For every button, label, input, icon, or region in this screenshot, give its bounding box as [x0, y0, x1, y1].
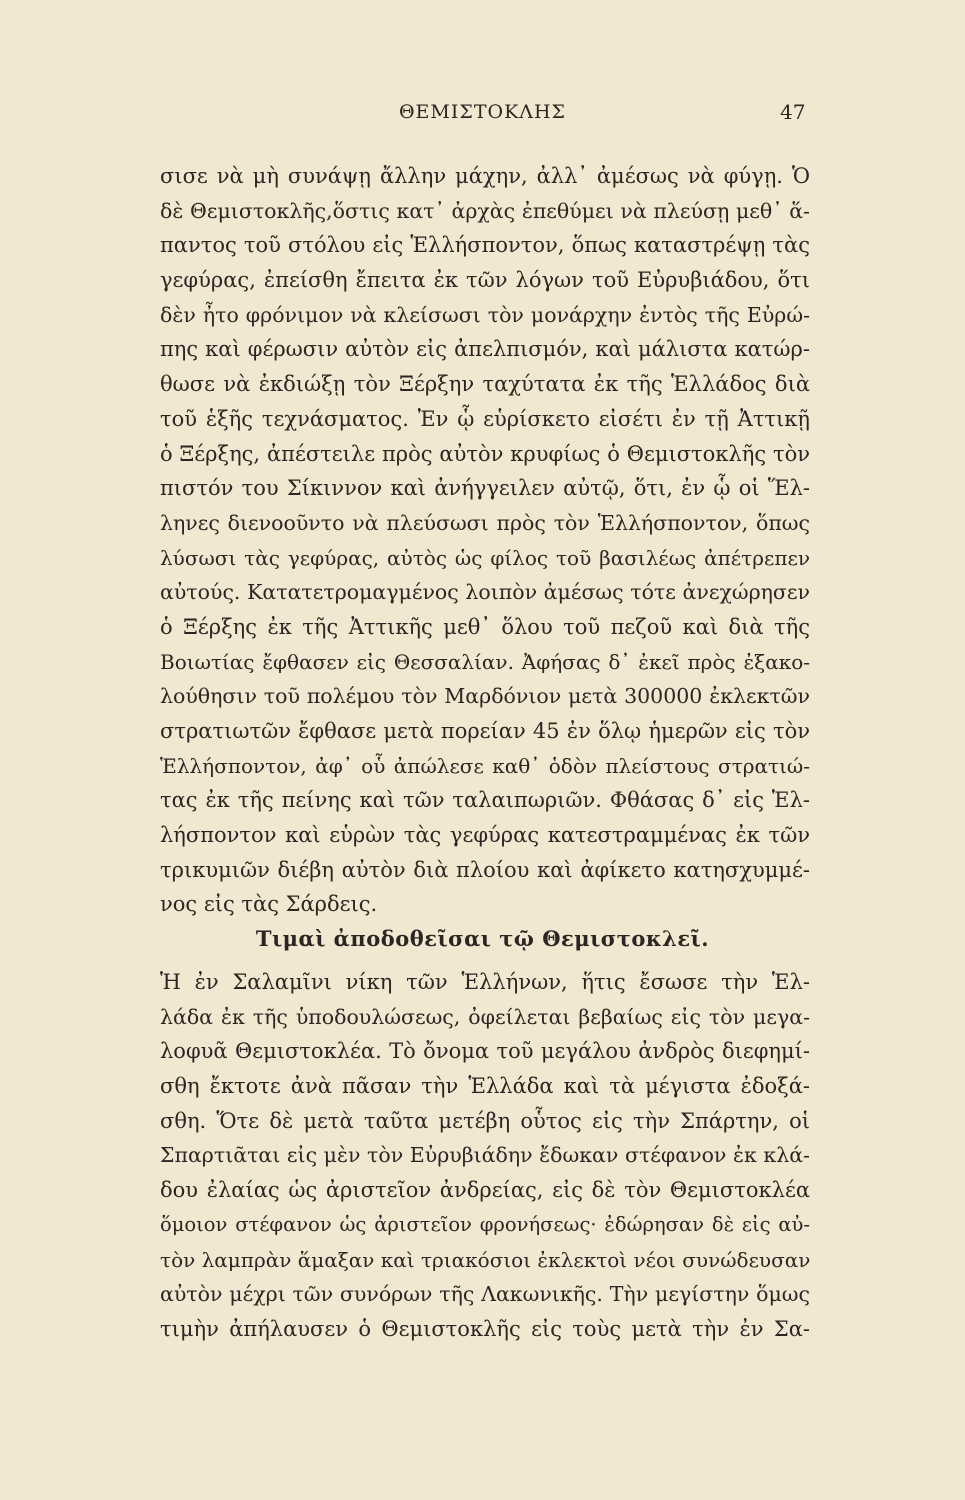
text-line: τοῦ ἑξῆς τεχνάσματος. Ἐν ᾧ εὑρίσκετο εἰσέτι ἐν τῇ Ἀττικῇ	[160, 406, 810, 431]
text-line: πης καὶ φέρωσιν αὐτὸν εἰς ἀπελπισμόν, καὶ μάλιστα κατώρ-	[160, 337, 810, 362]
text-line: πιστόν του Σίκιννον καὶ ἀνήγγειλεν αὐτῷ, ὅτι, ἐν ᾧ οἱ Ἕλ-	[160, 476, 810, 501]
text-line: ὁ Ξέρξης ἐκ τῆς Ἀττικῆς μεθ᾽ ὅλου τοῦ πεζοῦ καὶ διὰ τῆς	[160, 614, 810, 639]
text-line: θωσε νὰ ἐκδιώξῃ τὸν Ξέρξην ταχύτατα ἐκ τῆς Ἑλλάδος διὰ	[160, 372, 810, 397]
text-line: Ἑλλήσποντον, ἀφ᾽ οὗ ἀπώλεσε καθ᾽ ὁδὸν πλείστους στρατιώ-	[160, 753, 810, 778]
running-title: ΘΕΜΙΣΤΟΚΛΗΣ	[398, 101, 566, 123]
text-line: σισε νὰ μὴ συνάψῃ ἄλλην μάχην, ἀλλ᾽ ἀμέσως νὰ φύγῃ. Ὁ	[160, 164, 810, 188]
text-line: νος εἰς τὰς Σάρδεις.	[160, 892, 378, 917]
text-line: σθη ἔκτοτε ἀνὰ πᾶσαν τὴν Ἑλλάδα καὶ τὰ μέγιστα ἐδοξά-	[160, 1074, 810, 1099]
text-line: σθη. Ὅτε δὲ μετὰ ταῦτα μετέβη οὗτος εἰς τὴν Σπάρτην, οἱ	[160, 1108, 810, 1133]
text-line: ὅμοιον στέφανον ὡς ἀριστεῖον φρονήσεως· ἐδώρησαν δὲ εἰς αὐ-	[160, 1212, 810, 1236]
text-line: Σπαρτιᾶται εἰς μὲν τὸν Εὐρυβιάδην ἔδωκαν στέφανον ἐκ κλά-	[160, 1143, 810, 1168]
text-line: δὲν ἦτο φρόνιμον νὰ κλείσωσι τὸν μονάρχην ἐντὸς τῆς Εὐρώ-	[160, 302, 810, 327]
text-line: λύσωσι τὰς γεφύρας, αὐτὸς ὡς φίλος τοῦ βασιλέως ἀπέτρεπεν	[160, 545, 810, 570]
text-line: τὸν λαμπρὰν ἅμαξαν καὶ τριακόσιοι ἐκλεκτοὶ νέοι συνώδευσαν	[160, 1247, 811, 1272]
paragraph-sikinnos	[160, 159, 810, 922]
text-line: ληνες διενοοῦντο νὰ πλεύσωσι πρὸς τὸν Ἑλλήσποντον, ὅπως	[160, 510, 810, 535]
text-line: παντος τοῦ στόλου εἰς Ἑλλήσποντον, ὅπως καταστρέψῃ τὰς	[160, 233, 810, 258]
text-line: τας ἐκ τῆς πείνης καὶ τῶν ταλαιπωριῶν. Φθάσας δ᾽ εἰς Ἑλ-	[160, 788, 810, 813]
text-line: Βοιωτίας ἔφθασεν εἰς Θεσσαλίαν. Ἀφήσας δ᾽ ἐκεῖ πρὸς ἐξακο-	[160, 649, 810, 674]
section-heading: Τιμαὶ ἀποδοθεῖσαι τῷ Θεμιστοκλεῖ.	[255, 926, 710, 951]
text-line: στρατιωτῶν ἔφθασε μετὰ πορείαν 45 ἐν ὅλῳ ἡμερῶν εἰς τὸν	[160, 719, 810, 743]
text-line: αὐτούς. Κατατετρομαγμένος λοιπὸν ἀμέσως τότε ἀνεχώρησεν	[160, 580, 810, 605]
paragraph-honors	[160, 965, 810, 1347]
text-line: δου ἐλαίας ὡς ἀριστεῖον ἀνδρείας, εἰς δὲ τὸν Θεμιστοκλέα	[160, 1178, 810, 1203]
text-line: λάδα ἐκ τῆς ὑποδουλώσεως, ὀφείλεται βεβαίως εἰς τὸν μεγα-	[160, 1004, 810, 1029]
text-line: τρικυμιῶν διέβη αὐτὸν διὰ πλοίου καὶ ἀφίκετο κατησχυμμέ-	[160, 857, 810, 882]
text-line: λούθησιν τοῦ πολέμου τὸν Μαρδόνιον μετὰ 300000 ἐκλεκτῶν	[160, 684, 810, 709]
text-line: τιμὴν ἀπήλαυσεν ὁ Θεμιστοκλῆς εἰς τοὺς μετὰ τὴν ἐν Σα-	[160, 1316, 810, 1341]
page-number: 47	[780, 100, 806, 124]
text-line: Ἡ ἐν Σαλαμῖνι νίκη τῶν Ἑλλήνων, ἥτις ἔσωσε τὴν Ἑλ-	[160, 970, 810, 994]
text-line: λήσποντον καὶ εὑρὼν τὰς γεφύρας κατεστραμμένας ἐκ τῶν	[160, 823, 810, 848]
text-line: δὲ Θεμιστοκλῆς,ὅστις κατ᾽ ἀρχὰς ἐπεθύμει νὰ πλεύσῃ μεθ᾽ ἅ-	[160, 198, 810, 223]
text-line: ὁ Ξέρξης, ἀπέστειλε πρὸς αὐτὸν κρυφίως ὁ Θεμιστοκλῆς τὸν	[160, 441, 810, 466]
text-line: αὐτὸν μέχρι τῶν συνόρων τῆς Λακωνικῆς. Τὴν μεγίστην ὅμως	[160, 1282, 810, 1307]
text-line: λοφυᾶ Θεμιστοκλέα. Τὸ ὄνομα τοῦ μεγάλου ἀνδρὸς διεφημί-	[160, 1039, 810, 1064]
text-line: γεφύρας, ἐπείσθη ἔπειτα ἐκ τῶν λόγων τοῦ Εὐρυβιάδου, ὅτι	[160, 268, 810, 293]
